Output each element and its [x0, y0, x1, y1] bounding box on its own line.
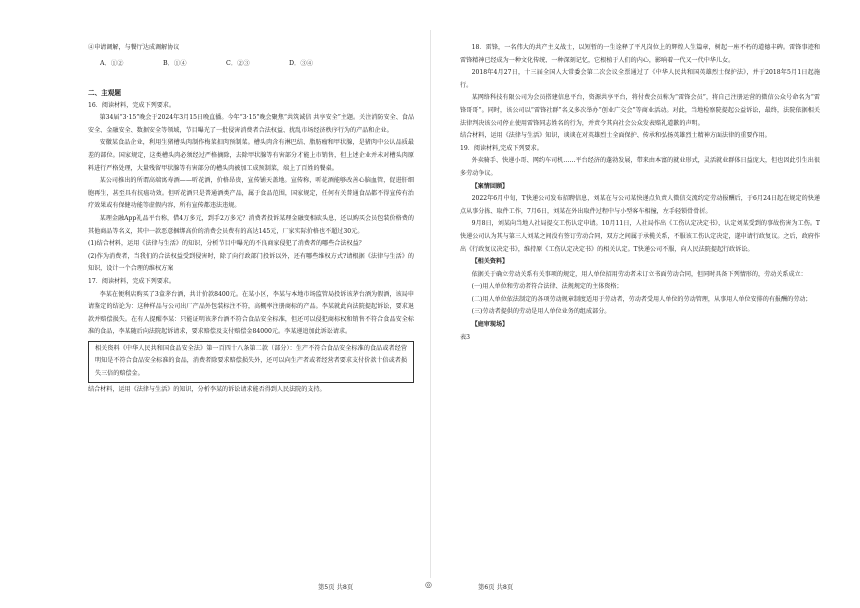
q17-paragraph-1: 李某在便利店购买了3盒茅台酒，共计价款8400元。在某小区，李某与本地市场监管局投诉该茅台酒为假酒，该局申请鉴定的结论为：这种样品与公司出厂产品外包装标注不符，高概率注册商标的产品。李某就此向法院提起诉讼，要求退款并赔偿损失。在有人提醒李某：只能证明该茅台酒不符合食品安全标准，但还可以侵犯商标权和销售不符合食品安全标准的食品，李某随后向法院起诉请求，要求赔偿及支付赔偿金84000元。李某递追加此诉讼请求。: [88, 290, 414, 336]
q18-paragraph-2: 2018年4月27日，十三届全国人大常委会第二次会议全票通过了《中华人民共和国英雄烈士保护法》，并于2018年5月1日起施行。: [460, 69, 820, 89]
q16-paragraph-2: 安徽某食品企业，利用生猪槽头肉制作梅菜扣肉预制菜。槽头肉含有淋巴结、脂肪瘤和甲状腺，是猪肉中公认品质最差的部位。国家规定，这类槽头肉必须经过严格摘除，去除甲状腺等有害部分才能上市销售，但上述企业并未对槽头肉原料进行严格处理，大量残留甲状腺等有害部分的槽头肉被加工成预制菜，端上了百姓的餐桌。: [88, 139, 414, 172]
q19-clause-1: (一)用人单位和劳动者符合法律、法规规定的主体资格；: [471, 283, 623, 291]
q19-paragraph-4: 依据关于确立劳动关系有关事项的规定，用人单位招用劳动者未订立书面劳动合同，但同时具备下列情形的，劳动关系成立：: [471, 270, 807, 278]
q19-heading: 19．阅读材料,完成下列要求。: [460, 144, 543, 152]
q15-option-4: ④申请调解，与餐厅达成调解协议: [88, 44, 180, 51]
q15-choices: [100, 57, 414, 70]
law-excerpt-text: 相关资料《中华人民共和国食品安全法》第一百四十八条第二款（部分）：生产不符合食品安全标准的食品或者经营明知是不符合食品安全标准的食品，消费者除要求赔偿损失外，还可以向生产者或者经营者要求支付价款十倍或者损失三倍的赔偿金。: [95, 344, 407, 378]
q16-paragraph-3: 某公司推出的所谓高端寓寿酒——听花酒，价格昂贵，宣传铺天盖地。宣传称，听花酒能够改善心脑血管，促进肝细胞再生，甚至具有抗癌功效。但听花酒只是普通酒类产品，属于食品范围，国家规定，任何有关普通食品都不得宣传有治疗效果或有保健功能等虚假内容，所有宣传都违法违规。: [88, 177, 414, 210]
choice-a[interactable]: A．①②: [100, 59, 124, 67]
q19-paragraph-2: 2022年6月中旬，T快递公司发布招聘信息，刘某在与公司某快递点负责人微信交流约定劳动报酬后，于6月24日起在规定的快递点从事分拣、取件工作，7月6日，刘某在外出取件过程中与小型客车相撞，左手轻锁骨骨折。: [460, 195, 820, 215]
q16-requirement-2: (2)作为消费者，当我们的合法权益受到侵害时，除了向行政部门投诉以外，还有哪些维权方式?请根据《法律与生活》的知识，设计一个合理的维权方案: [88, 252, 414, 273]
choice-b[interactable]: B．①④: [163, 59, 187, 67]
left-page-footer: 第5页 共8页: [318, 584, 354, 591]
case-review-label: 【案情回顾】: [471, 182, 509, 190]
law-excerpt-box: [88, 341, 414, 383]
q18-requirement: 结合材料，运用《法律与生活》知识，谈谈在对英雄烈士全面保护、传承和弘扬英雄烈士精神方面法律的重要作用。: [460, 132, 771, 140]
table-label: 表3: [460, 333, 470, 341]
q17-heading: 17．阅读材料，完成下列要求。: [88, 277, 175, 285]
right-page: [430, 0, 860, 608]
q19-clause-3: (三)劳动者提供的劳动是用人单位业务的组成部分。: [471, 308, 611, 316]
q19-paragraph-3: 9月8日，刘某向当地人社局提交工伤认定申请。10月11日，人社局作出《工伤认定决定书》，认定刘某受到的事故伤害为工伤。T快递公司认为其与第三人刘某之间没有签订劳动合同，双方之间属于承揽关系，不服该工伤认定决定，遂申请行政复议。之后，政府作出《行政复议决定书》，维持原《工伤认定决定书》的相关认定。T快递公司不服，向人民法院提起行政诉讼。: [460, 220, 820, 253]
choice-d[interactable]: D．③④: [289, 59, 313, 67]
trial-scene-label: 【庭审现场】: [471, 321, 509, 329]
q19-paragraph-1: 外卖骑手、快递小哥、网约车司机……平台经济的蓬勃发展，带来由本富的就业形式，灵活就业群体日益庞大，但也因此引生出很多劳动争议。: [460, 157, 820, 177]
center-binding-mark: ◎: [425, 580, 432, 589]
right-page-footer: 第6页 共8页: [478, 584, 514, 591]
q17-requirement: 结合材料，运用《法律与生活》的知识，分析李某的诉讼请求能否得到人民法院的支持。: [88, 385, 326, 393]
related-material-label: 【相关资料】: [471, 258, 509, 266]
q16-paragraph-1: 第34届“3·15”晚会于2024年3月15日晚直播。今年“3·15”晚会聚焦“共筑诚信 共享安全”主题。关注消防安全、食品安全、金融安全、数据安全等领域，节目曝光了一批侵害消费者合法权益、扰乱市场经济秩序行为的产品和企业。: [88, 114, 414, 134]
q16-heading: 16．阅读材料，完成下列要求。: [88, 101, 175, 109]
section-title: 二、主观题: [88, 88, 121, 97]
q16-paragraph-4: 某理金融App礼品平台称，借4万多元，到手2万多元？消费者投诉某理金融变相砍头息，还以购买会员包装价格费的其他商品等名义，其中一款恶意捆绑高价的消费会员费有的高达145元，厂家实际价格也不超过30元。: [88, 214, 414, 235]
choice-c[interactable]: C．②③: [226, 59, 250, 67]
q18-paragraph-3: 某网络科技有限公司为会员搭建信息平台，资源共享平台，将付费会员称为“雷锋会员”，将自己注册运营的微信公众号命名为“雷锋哥哥”。同时，该公司以“雷锋社群”名义多次举办“创业广交会”等商业活动。对此，当地检察院提起公益诉讼，最终，法院依据相关法律判决该公司停止使用雷锋同志姓名的行为，并责令其向社会公众发表赔礼道歉的声明。: [460, 94, 820, 127]
q18-paragraph-1: 18．雷锋，一名伟大的共产主义战士，以短暂的一生诠释了平凡岗位上的辉煌人生篇章，树起一座不朽的道德丰碑。雷锋事迹和雷锋精神已经成为一种文化传统、一种深刻记忆，它根植于人们的内心，影响着一代又一代中华儿女。: [460, 44, 820, 64]
q16-requirement-1: (1)结合材料，运用《法律与生活》的知识，分析节目中曝光的不良商家侵犯了消费者的哪些合法权益？: [88, 240, 365, 248]
q19-clause-2: (二)用人单位依法制定的各项劳动规章制度适用于劳动者，劳动者受用人单位的劳动管理，从事用人单位安排的有报酬的劳动；: [471, 295, 812, 303]
